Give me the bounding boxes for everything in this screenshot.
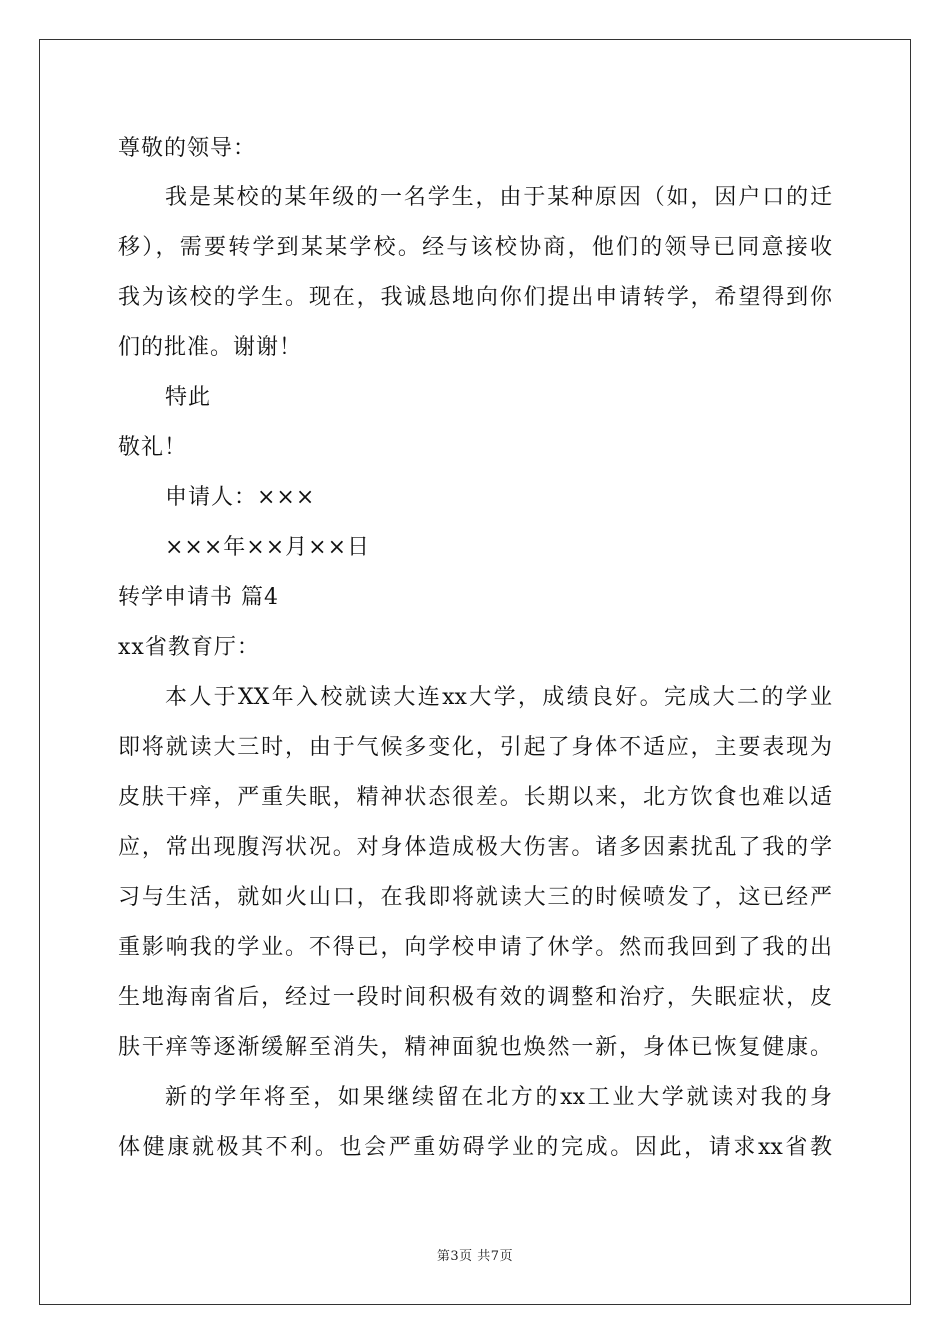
letter-2-line: 即将就读大三时，由于气候多变化，引起了身体不适应，主要表现为 bbox=[118, 735, 832, 760]
letter-2-line: 新的学年将至，如果继续留在北方的xx工业大学就读对我的身 bbox=[165, 1085, 832, 1110]
letter-2-line: 本人于XX年入校就读大连xx大学，成绩良好。完成大二的学业 bbox=[165, 685, 832, 710]
letter-2-line: 重影响我的学业。不得已，向学校申请了休学。然而我回到了我的出 bbox=[118, 935, 832, 960]
applicant-line: 申请人：××× bbox=[165, 485, 316, 510]
letter-2-line: 生地海南省后，经过一段时间积极有效的调整和治疗，失眠症状，皮 bbox=[118, 985, 832, 1010]
letter-1-line: 移），需要转学到某某学校。经与该校协商，他们的领导已同意接收 bbox=[118, 235, 832, 260]
salutation-2: xx省教育厅： bbox=[118, 635, 260, 660]
date-line: ×××年××月××日 bbox=[165, 535, 371, 560]
page-number-footer: 第3页 共7页 bbox=[436, 1249, 514, 1264]
letter-2-line: 应，常出现腹泻状况。对身体造成极大伤害。诸多因素扰乱了我的学 bbox=[118, 835, 832, 860]
letter-1-line: 们的批准。谢谢！ bbox=[118, 335, 303, 360]
letter-2-line: 习与生活，就如火山口，在我即将就读大三的时候喷发了，这已经严 bbox=[118, 885, 832, 910]
letter-2-line: 体健康就极其不利。也会严重妨碍学业的完成。因此，请求xx省教 bbox=[118, 1135, 832, 1160]
salutation-1: 尊敬的领导： bbox=[118, 136, 257, 161]
letter-1-line: 我为该校的学生。现在，我诚恳地向你们提出申请转学，希望得到你 bbox=[118, 285, 832, 310]
page-border bbox=[39, 39, 911, 1305]
closing-jing-li: 敬礼！ bbox=[118, 435, 188, 460]
closing-te-ci: 特此 bbox=[165, 385, 212, 410]
letter-2-line: 肤干痒等逐渐缓解至消失，精神面貌也焕然一新，身体已恢复健康。 bbox=[118, 1035, 832, 1060]
letter-2-line: 皮肤干痒，严重失眠，精神状态很差。长期以来，北方饮食也难以适 bbox=[118, 785, 832, 810]
letter-1-line: 我是某校的某年级的一名学生，由于某种原因（如，因户口的迁 bbox=[165, 185, 832, 210]
section-title: 转学申请书 篇4 bbox=[118, 585, 279, 610]
